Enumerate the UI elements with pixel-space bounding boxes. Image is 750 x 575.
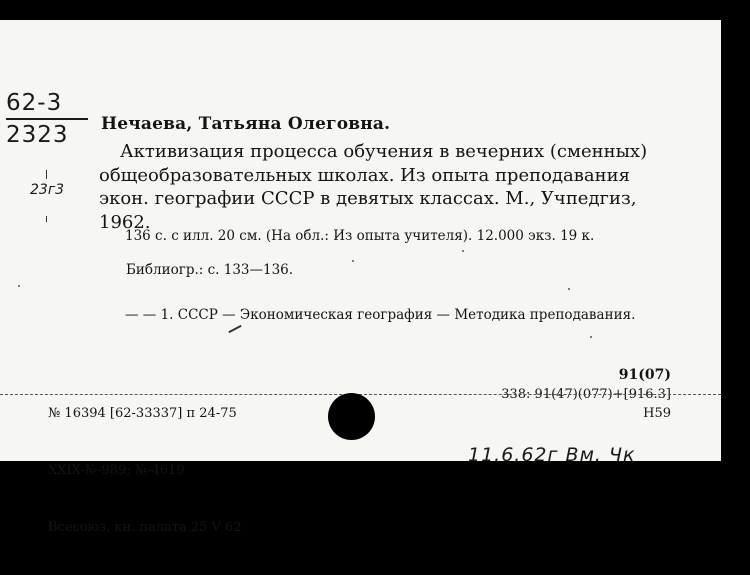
handwritten-date-note: 11.6.62г Вм. Чк <box>468 444 636 466</box>
speck <box>352 260 354 262</box>
volume-number: XXIX-№-989; №-4619 <box>48 463 185 478</box>
speck <box>18 285 20 287</box>
author-mark: Н59 <box>643 406 671 421</box>
speck <box>568 288 570 290</box>
classification-code: 91(07) <box>618 367 671 383</box>
handwritten-shelf-note: 23г3 <box>30 182 65 198</box>
title-statement: Активизация процесса обучения в вечерних (сменных) общеобразовательных школах. Из опыта преподавания экон. географии СССР в девятых классах. М., Учпедгиз, 1962. <box>99 141 648 233</box>
speck <box>462 250 464 252</box>
collation: 136 с. с илл. 20 см. (На обл.: Из опыта учителя). 12.000 экз. 19 к. <box>125 228 595 244</box>
shelf-mark-top: 62-3 <box>6 90 63 116</box>
shelf-mark-divider <box>6 118 88 120</box>
registration-info <box>48 366 242 575</box>
author-heading: Нечаева, Татьяна Олеговна. <box>101 114 391 134</box>
punch-hole <box>328 393 375 440</box>
shelf-mark-bottom: 2323 <box>6 122 69 148</box>
udc-code: 338: 91(47)(077)+[916.3] <box>501 387 671 402</box>
catalog-card <box>0 20 721 535</box>
bibliography-note: Библиогр.: с. 133—136. <box>126 262 294 278</box>
registration-number: № 16394 [62-33337] п 24-75 <box>48 406 237 421</box>
subject-entry: — — 1. СССР — Экономическая география — Методика преподавания. <box>125 307 636 323</box>
chamber-date: Всесоюз. кн. палата 25 V 62 <box>48 520 242 535</box>
pencil-tick <box>46 216 47 222</box>
pencil-tick <box>46 170 47 179</box>
speck <box>590 336 592 338</box>
pen-mark <box>228 325 241 333</box>
